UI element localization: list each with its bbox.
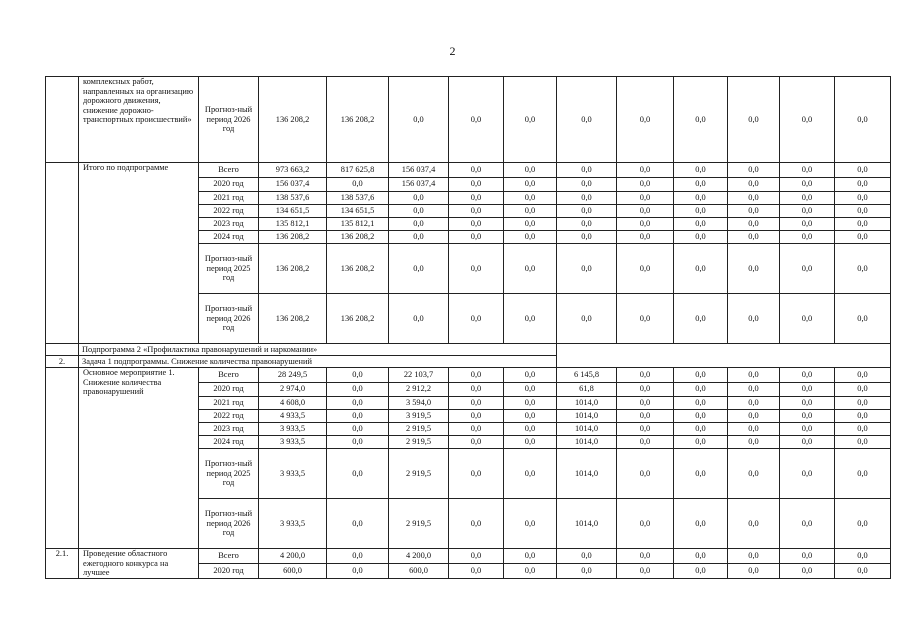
row-number: 2. <box>46 356 79 368</box>
value-cell: 0,0 <box>327 177 389 192</box>
value-cell: 0,0 <box>617 436 674 449</box>
value-cell: 4 200,0 <box>389 549 449 564</box>
value-cell: 0,0 <box>728 563 780 578</box>
value-cell: 0,0 <box>449 436 504 449</box>
value-cell: 0,0 <box>835 410 891 423</box>
value-cell: 0,0 <box>449 549 504 564</box>
section-title: Подпрограмма 2 «Профилактика правонарушений и наркомании» <box>79 344 557 356</box>
value-cell: 0,0 <box>674 368 728 383</box>
value-cell: 1014,0 <box>557 436 617 449</box>
value-cell: 973 663,2 <box>259 163 327 178</box>
value-cell: 0,0 <box>674 231 728 244</box>
value-cell: 0,0 <box>728 423 780 436</box>
value-cell: 0,0 <box>327 499 389 549</box>
value-cell: 0,0 <box>449 218 504 231</box>
value-cell: 0,0 <box>728 177 780 192</box>
value-cell: 0,0 <box>780 436 835 449</box>
value-cell: 0,0 <box>728 397 780 410</box>
value-cell: 0,0 <box>389 218 449 231</box>
value-cell: 0,0 <box>389 231 449 244</box>
value-cell: 0,0 <box>504 77 557 163</box>
value-cell: 0,0 <box>835 177 891 192</box>
value-cell: 2 919,5 <box>389 499 449 549</box>
value-cell: 0,0 <box>728 231 780 244</box>
value-cell: 0,0 <box>835 192 891 205</box>
value-cell: 817 625,8 <box>327 163 389 178</box>
value-cell: 0,0 <box>674 177 728 192</box>
value-cell: 0,0 <box>780 231 835 244</box>
value-cell: 0,0 <box>504 244 557 294</box>
value-cell: 0,0 <box>557 163 617 178</box>
value-cell: 0,0 <box>780 244 835 294</box>
value-cell: 0,0 <box>449 423 504 436</box>
value-cell: 0,0 <box>557 549 617 564</box>
value-cell: 0,0 <box>728 410 780 423</box>
value-cell: 0,0 <box>674 205 728 218</box>
value-cell: 0,0 <box>557 294 617 344</box>
value-cell: 0,0 <box>780 449 835 499</box>
value-cell: 0,0 <box>780 382 835 397</box>
value-cell: 0,0 <box>449 77 504 163</box>
item-name: Основное мероприятие 1. Снижение количества правонарушений <box>79 368 199 549</box>
table-row <box>46 549 891 564</box>
value-cell: 0,0 <box>617 423 674 436</box>
value-cell: 0,0 <box>780 423 835 436</box>
value-cell: 134 651,5 <box>259 205 327 218</box>
period-cell: 2020 год <box>199 563 259 578</box>
value-cell: 0,0 <box>674 449 728 499</box>
value-cell: 1014,0 <box>557 449 617 499</box>
value-cell: 0,0 <box>835 423 891 436</box>
value-cell: 0,0 <box>504 410 557 423</box>
period-cell: Всего <box>199 163 259 178</box>
value-cell: 0,0 <box>449 177 504 192</box>
value-cell: 0,0 <box>728 382 780 397</box>
value-cell: 0,0 <box>617 382 674 397</box>
section-row <box>46 344 891 356</box>
page-number: 2 <box>449 44 456 58</box>
value-cell: 0,0 <box>557 231 617 244</box>
empty-cell <box>557 344 891 356</box>
value-cell: 0,0 <box>389 77 449 163</box>
value-cell: 0,0 <box>327 397 389 410</box>
value-cell: 0,0 <box>449 163 504 178</box>
value-cell: 0,0 <box>504 294 557 344</box>
value-cell: 136 208,2 <box>259 244 327 294</box>
value-cell: 0,0 <box>728 499 780 549</box>
value-cell: 0,0 <box>728 436 780 449</box>
value-cell: 0,0 <box>780 368 835 383</box>
period-cell: Всего <box>199 368 259 383</box>
value-cell: 0,0 <box>504 205 557 218</box>
item-name: Проведение областного ежегодного конкурса на лучшее <box>79 549 199 579</box>
value-cell: 0,0 <box>617 163 674 178</box>
value-cell: 0,0 <box>617 218 674 231</box>
value-cell: 0,0 <box>835 244 891 294</box>
value-cell: 0,0 <box>835 499 891 549</box>
value-cell: 3 933,5 <box>259 423 327 436</box>
value-cell: 0,0 <box>780 163 835 178</box>
value-cell: 0,0 <box>728 205 780 218</box>
value-cell: 0,0 <box>674 423 728 436</box>
value-cell: 0,0 <box>617 205 674 218</box>
value-cell: 0,0 <box>617 244 674 294</box>
value-cell: 0,0 <box>617 192 674 205</box>
value-cell: 1014,0 <box>557 397 617 410</box>
row-number <box>46 163 79 344</box>
section-row <box>46 356 891 368</box>
value-cell: 0,0 <box>835 436 891 449</box>
value-cell: 6 145,8 <box>557 368 617 383</box>
value-cell: 135 812,1 <box>259 218 327 231</box>
value-cell: 0,0 <box>557 205 617 218</box>
period-cell: Прогноз-ный период 2026 год <box>199 499 259 549</box>
period-cell: Прогноз-ный период 2026 год <box>199 294 259 344</box>
value-cell: 0,0 <box>504 218 557 231</box>
value-cell: 0,0 <box>780 177 835 192</box>
value-cell: 0,0 <box>449 382 504 397</box>
value-cell: 0,0 <box>674 77 728 163</box>
value-cell: 0,0 <box>504 499 557 549</box>
period-cell: 2020 год <box>199 177 259 192</box>
value-cell: 0,0 <box>389 294 449 344</box>
value-cell: 4 933,5 <box>259 410 327 423</box>
value-cell: 0,0 <box>617 397 674 410</box>
value-cell: 0,0 <box>674 218 728 231</box>
value-cell: 0,0 <box>389 244 449 294</box>
value-cell: 0,0 <box>504 436 557 449</box>
value-cell: 0,0 <box>835 77 891 163</box>
value-cell: 22 103,7 <box>389 368 449 383</box>
value-cell: 0,0 <box>504 397 557 410</box>
value-cell: 0,0 <box>780 192 835 205</box>
value-cell: 0,0 <box>449 563 504 578</box>
value-cell: 600,0 <box>389 563 449 578</box>
value-cell: 0,0 <box>835 449 891 499</box>
value-cell: 0,0 <box>327 436 389 449</box>
value-cell: 0,0 <box>504 382 557 397</box>
value-cell: 0,0 <box>557 177 617 192</box>
value-cell: 135 812,1 <box>327 218 389 231</box>
value-cell: 0,0 <box>327 368 389 383</box>
empty-cell <box>557 356 891 368</box>
value-cell: 0,0 <box>674 382 728 397</box>
value-cell: 0,0 <box>674 410 728 423</box>
period-cell: 2024 год <box>199 436 259 449</box>
value-cell: 3 933,5 <box>259 436 327 449</box>
value-cell: 0,0 <box>617 294 674 344</box>
value-cell: 0,0 <box>835 205 891 218</box>
value-cell: 0,0 <box>835 382 891 397</box>
value-cell: 136 208,2 <box>259 294 327 344</box>
item-name: Итого по подпрограмме <box>79 163 199 344</box>
period-cell: 2021 год <box>199 397 259 410</box>
row-number <box>46 368 79 549</box>
value-cell: 0,0 <box>617 549 674 564</box>
value-cell: 0,0 <box>728 294 780 344</box>
value-cell: 61,8 <box>557 382 617 397</box>
value-cell: 136 208,2 <box>327 231 389 244</box>
period-cell: 2023 год <box>199 423 259 436</box>
budget-table <box>45 76 891 579</box>
value-cell: 0,0 <box>835 163 891 178</box>
row-number <box>46 77 79 163</box>
value-cell: 0,0 <box>389 205 449 218</box>
value-cell: 0,0 <box>504 177 557 192</box>
value-cell: 0,0 <box>780 205 835 218</box>
value-cell: 3 933,5 <box>259 449 327 499</box>
period-cell: 2020 год <box>199 382 259 397</box>
table-row <box>46 163 891 178</box>
value-cell: 0,0 <box>617 410 674 423</box>
value-cell: 0,0 <box>728 244 780 294</box>
value-cell: 0,0 <box>557 192 617 205</box>
value-cell: 0,0 <box>504 368 557 383</box>
value-cell: 0,0 <box>449 231 504 244</box>
value-cell: 0,0 <box>504 549 557 564</box>
value-cell: 0,0 <box>674 563 728 578</box>
period-cell: 2024 год <box>199 231 259 244</box>
value-cell: 0,0 <box>780 294 835 344</box>
period-cell: 2022 год <box>199 410 259 423</box>
value-cell: 156 037,4 <box>259 177 327 192</box>
value-cell: 0,0 <box>327 410 389 423</box>
value-cell: 0,0 <box>504 423 557 436</box>
value-cell: 0,0 <box>835 397 891 410</box>
value-cell: 0,0 <box>728 449 780 499</box>
value-cell: 3 919,5 <box>389 410 449 423</box>
value-cell: 0,0 <box>780 397 835 410</box>
value-cell: 136 208,2 <box>327 244 389 294</box>
value-cell: 0,0 <box>835 231 891 244</box>
value-cell: 4 200,0 <box>259 549 327 564</box>
value-cell: 2 912,2 <box>389 382 449 397</box>
period-cell: Прогноз-ный период 2025 год <box>199 244 259 294</box>
value-cell: 0,0 <box>728 77 780 163</box>
value-cell: 0,0 <box>449 499 504 549</box>
value-cell: 0,0 <box>780 549 835 564</box>
period-cell: 2021 год <box>199 192 259 205</box>
value-cell: 134 651,5 <box>327 205 389 218</box>
value-cell: 1014,0 <box>557 410 617 423</box>
value-cell: 0,0 <box>728 163 780 178</box>
value-cell: 0,0 <box>504 563 557 578</box>
value-cell: 0,0 <box>327 449 389 499</box>
value-cell: 0,0 <box>835 549 891 564</box>
value-cell: 0,0 <box>557 77 617 163</box>
value-cell: 0,0 <box>617 77 674 163</box>
value-cell: 2 919,5 <box>389 449 449 499</box>
value-cell: 0,0 <box>728 549 780 564</box>
value-cell: 0,0 <box>617 231 674 244</box>
value-cell: 0,0 <box>728 218 780 231</box>
value-cell: 0,0 <box>504 231 557 244</box>
item-name: комплексных работ, направленных на организацию дорожного движения, снижение дорожно-транспортных происшествий» <box>79 77 199 163</box>
value-cell: 0,0 <box>674 499 728 549</box>
period-cell: Прогноз-ный период 2025 год <box>199 449 259 499</box>
row-number: 2.1. <box>46 549 79 579</box>
value-cell: 0,0 <box>674 397 728 410</box>
value-cell: 0,0 <box>327 563 389 578</box>
value-cell: 0,0 <box>449 192 504 205</box>
row-number <box>46 344 79 356</box>
value-cell: 0,0 <box>835 294 891 344</box>
value-cell: 156 037,4 <box>389 177 449 192</box>
value-cell: 0,0 <box>557 218 617 231</box>
section-title: Задача 1 подпрограммы. Снижение количества правонарушений <box>79 356 557 368</box>
value-cell: 0,0 <box>728 192 780 205</box>
value-cell: 136 208,2 <box>327 77 389 163</box>
value-cell: 0,0 <box>674 244 728 294</box>
value-cell: 0,0 <box>617 449 674 499</box>
value-cell: 4 608,0 <box>259 397 327 410</box>
value-cell: 3 594,0 <box>389 397 449 410</box>
value-cell: 0,0 <box>835 368 891 383</box>
value-cell: 0,0 <box>449 205 504 218</box>
value-cell: 0,0 <box>835 563 891 578</box>
value-cell: 136 208,2 <box>259 231 327 244</box>
value-cell: 0,0 <box>780 410 835 423</box>
value-cell: 0,0 <box>449 410 504 423</box>
value-cell: 0,0 <box>504 192 557 205</box>
table-row <box>46 368 891 383</box>
period-cell: Прогноз-ный период 2026 год <box>199 77 259 163</box>
value-cell: 0,0 <box>327 423 389 436</box>
value-cell: 0,0 <box>617 563 674 578</box>
period-cell: 2022 год <box>199 205 259 218</box>
value-cell: 0,0 <box>449 449 504 499</box>
value-cell: 0,0 <box>449 368 504 383</box>
value-cell: 0,0 <box>504 449 557 499</box>
value-cell: 0,0 <box>780 563 835 578</box>
value-cell: 0,0 <box>674 192 728 205</box>
value-cell: 0,0 <box>327 549 389 564</box>
value-cell: 0,0 <box>449 244 504 294</box>
value-cell: 2 974,0 <box>259 382 327 397</box>
value-cell: 0,0 <box>835 218 891 231</box>
value-cell: 28 249,5 <box>259 368 327 383</box>
value-cell: 0,0 <box>389 192 449 205</box>
value-cell: 0,0 <box>557 244 617 294</box>
table-row <box>46 77 891 163</box>
period-cell: 2023 год <box>199 218 259 231</box>
value-cell: 0,0 <box>327 382 389 397</box>
value-cell: 138 537,6 <box>259 192 327 205</box>
value-cell: 156 037,4 <box>389 163 449 178</box>
value-cell: 600,0 <box>259 563 327 578</box>
value-cell: 0,0 <box>674 436 728 449</box>
value-cell: 138 537,6 <box>327 192 389 205</box>
value-cell: 0,0 <box>674 294 728 344</box>
period-cell: Всего <box>199 549 259 564</box>
value-cell: 0,0 <box>780 499 835 549</box>
value-cell: 136 208,2 <box>327 294 389 344</box>
value-cell: 0,0 <box>728 368 780 383</box>
value-cell: 0,0 <box>617 499 674 549</box>
value-cell: 0,0 <box>449 397 504 410</box>
value-cell: 0,0 <box>504 163 557 178</box>
value-cell: 0,0 <box>780 218 835 231</box>
value-cell: 0,0 <box>557 563 617 578</box>
value-cell: 0,0 <box>617 368 674 383</box>
value-cell: 0,0 <box>674 549 728 564</box>
value-cell: 1014,0 <box>557 499 617 549</box>
value-cell: 1014,0 <box>557 423 617 436</box>
value-cell: 2 919,5 <box>389 436 449 449</box>
value-cell: 0,0 <box>449 294 504 344</box>
value-cell: 136 208,2 <box>259 77 327 163</box>
value-cell: 0,0 <box>780 77 835 163</box>
value-cell: 0,0 <box>674 163 728 178</box>
value-cell: 3 933,5 <box>259 499 327 549</box>
value-cell: 2 919,5 <box>389 423 449 436</box>
value-cell: 0,0 <box>617 177 674 192</box>
